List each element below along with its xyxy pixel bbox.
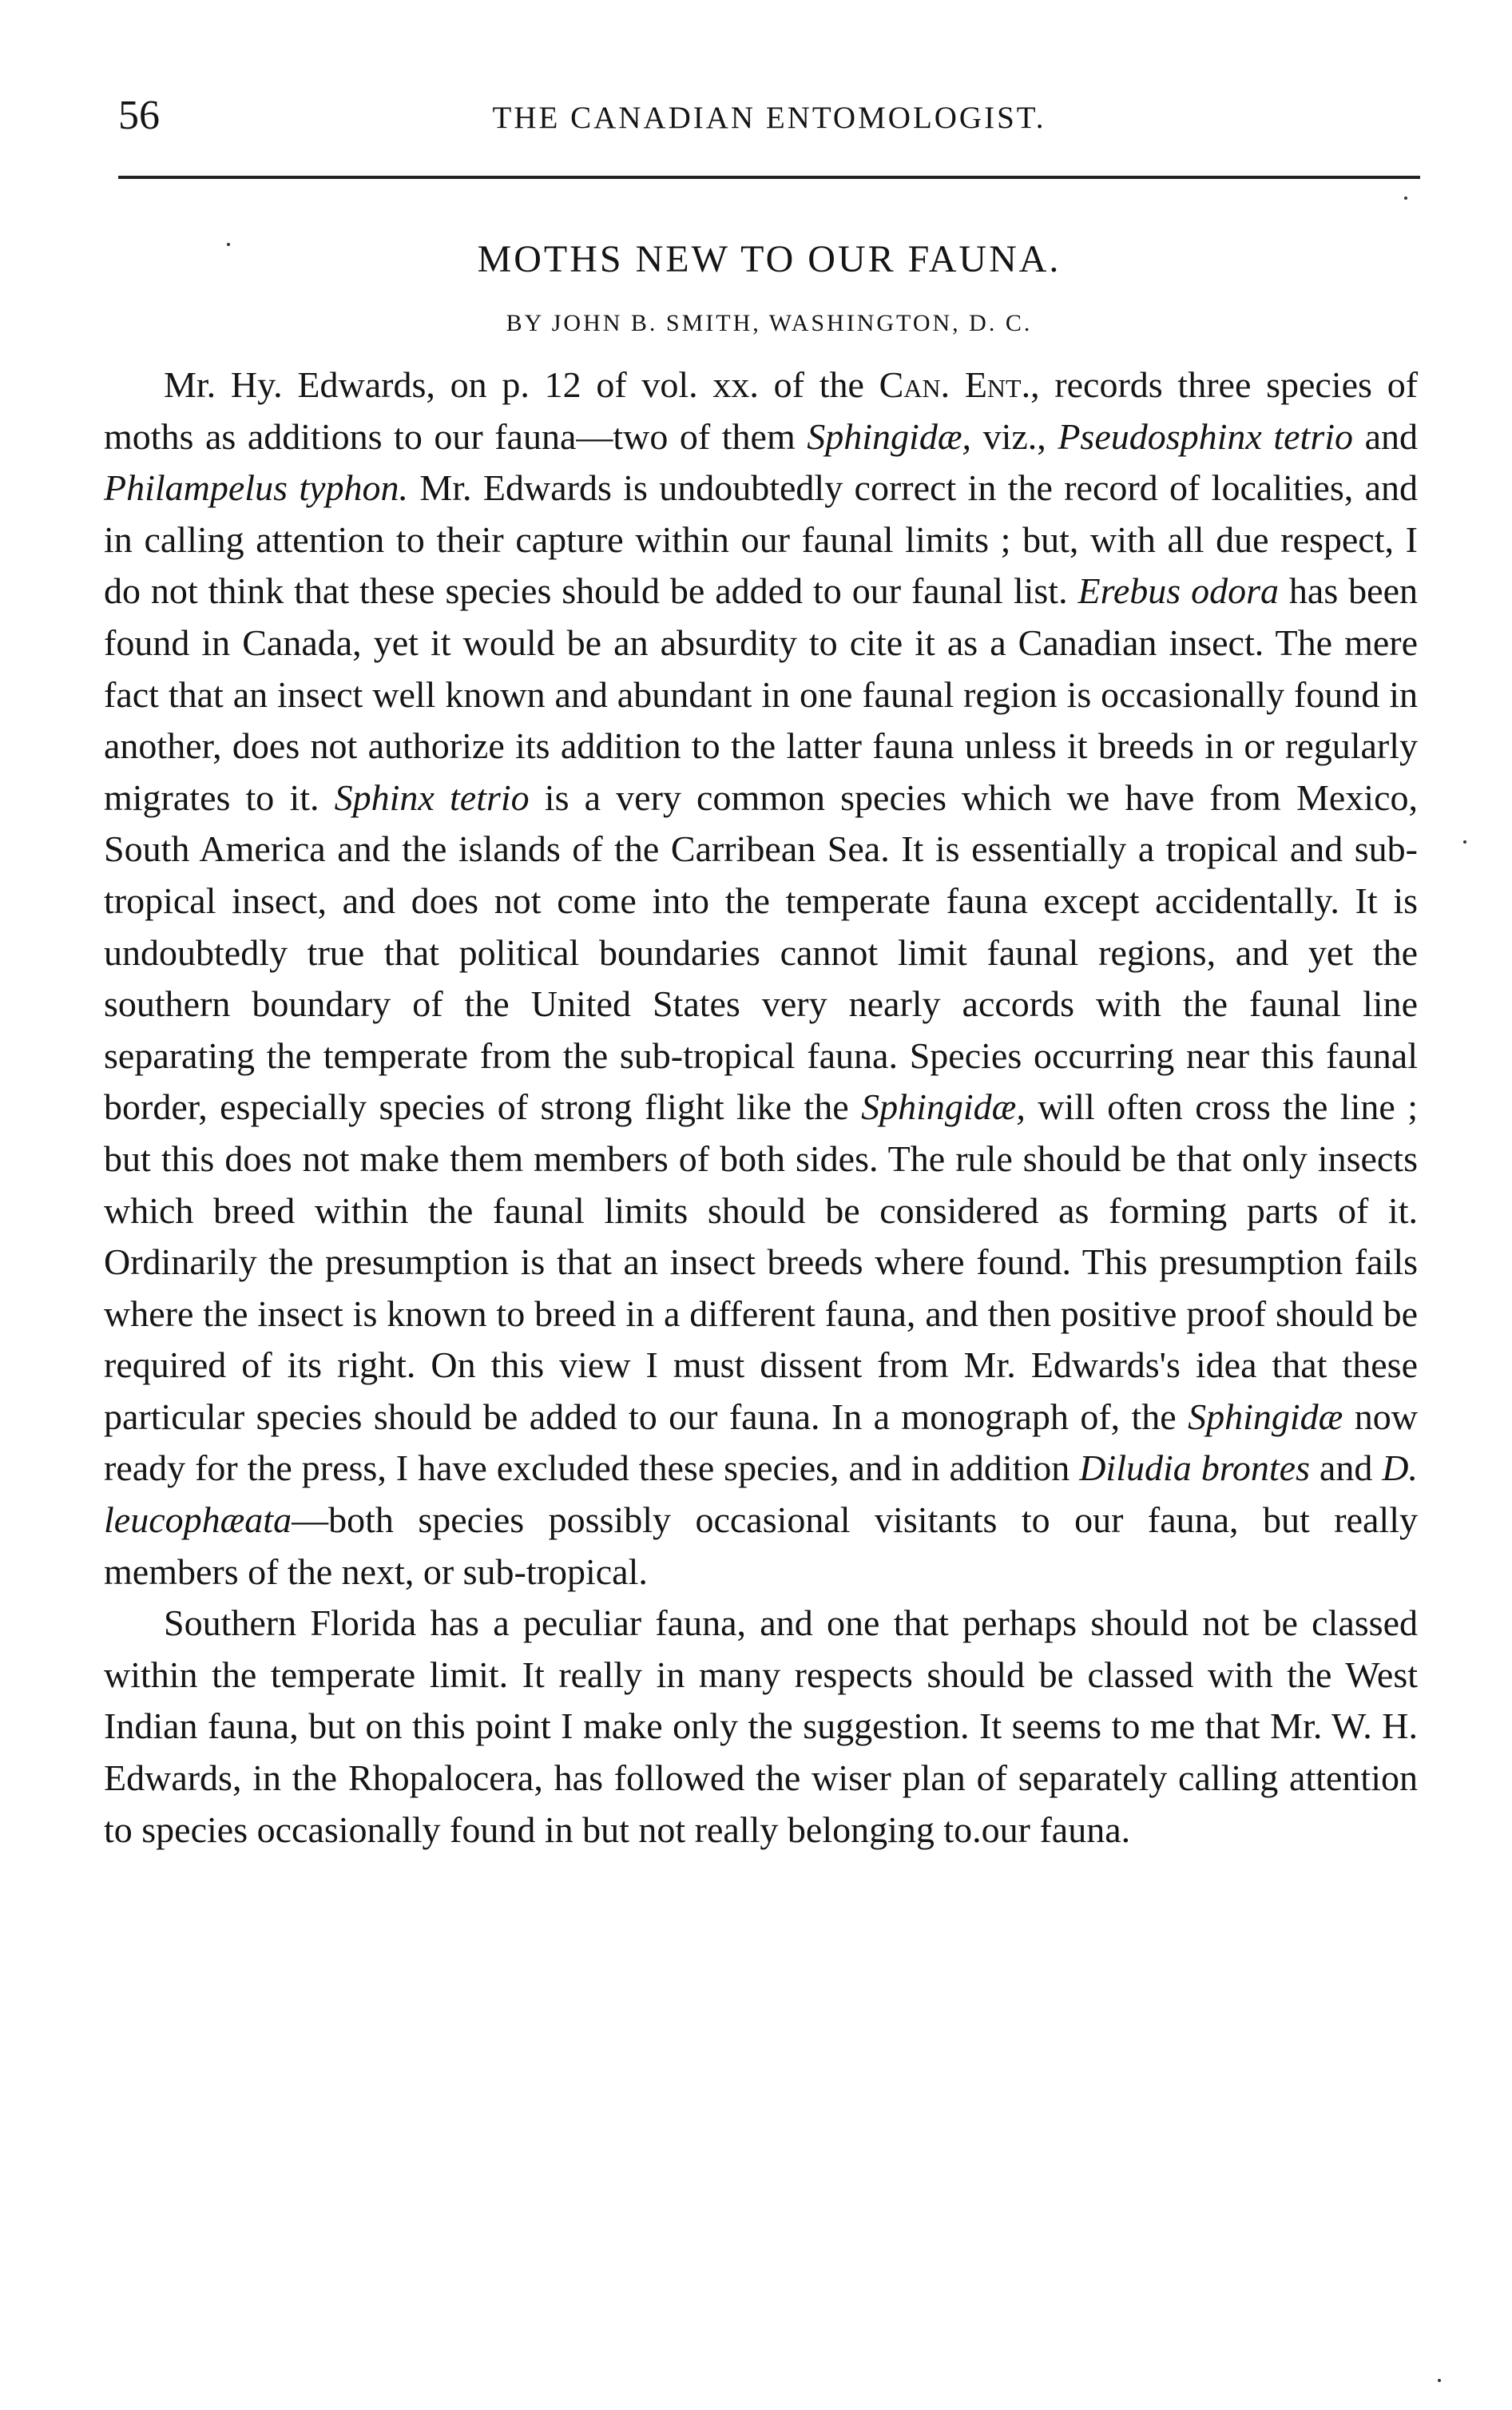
taxon-name: Sphingidæ	[1188, 1396, 1343, 1437]
print-speck	[1463, 840, 1466, 844]
article-title: MOTHS NEW TO OUR FAUNA.	[477, 238, 1062, 280]
print-speck	[227, 243, 230, 246]
text-run: viz.,	[971, 415, 1058, 457]
article-body	[104, 359, 1418, 1856]
taxon-name: Philampelus typhon.	[104, 467, 409, 509]
article-byline: BY JOHN B. SMITH, WASHINGTON, D. C.	[506, 310, 1033, 336]
page-number: 56	[118, 93, 160, 138]
text-run: Mr. Edwards is undoubtedly correct in the record of localities, and in calling attention to their capture within our faunal limits ; but, with all due respect, I do not think that these species should be added to our faunal list.	[104, 467, 1418, 612]
paragraph-1	[104, 359, 1418, 1598]
journal-abbreviation: Can. Ent.	[879, 364, 1031, 405]
running-head: THE CANADIAN ENTOMOLOGIST.	[492, 101, 1046, 135]
text-run: and	[1353, 415, 1418, 457]
text-run: has been found in Canada, yet it would be an absurdity to cite it as a Canadian insect. The mere fact that an insect well known and abundant in one faunal region is occasionally found in another, does not authorize its addition to the latter fauna unless it breeds in or regularly migrates to it.	[104, 570, 1419, 818]
text-run: will often cross the line ; but this does not make them members of both sides. The rule should be that only insects which breed within the faunal limits should be considered as forming parts of it. Ordinarily the presumption is that an insect breeds where found. This presumption fails where the insect is known to breed in a different fauna, and then positive proof should be required of its right. On this view I must dissent from Mr. Edwards's idea that these particular species should be added to our fauna. In a monograph of, the	[104, 1086, 1418, 1437]
text-run: , records three species of moths as additions to our fauna—two of them	[104, 364, 1419, 457]
taxon-name: Erebus odora	[1077, 570, 1279, 612]
paragraph-2: Southern Florida has a peculiar fauna, and one that perhaps should not be classed within the temperate limit. It really in many respects should be classed with the West Indian fauna, but on this point I make only the suggestion. It seems to me that Mr. W. H. Edwards, in the Rhopalocera, has followed the wiser plan of separately calling attention to species occasionally found in but not really belonging to.our fauna.	[104, 1602, 1418, 1850]
taxon-name: D. leucophæata	[104, 1447, 1419, 1541]
print-speck	[1438, 2379, 1441, 2382]
taxon-name: Sphinx tetrio	[334, 776, 530, 818]
text-run: is a very common species which we have from Mexico, South America and the islands of the Carribean Sea. It is essentially a tropical and sub-tropical insect, and does not come into the temperate fauna except accidentally. It is undoubtedly true that political boundaries cannot limit faunal regions, and yet the southern boundary of the United States very nearly accords with the faunal line separating the temperate from the sub-tropical fauna. Species occurring near this faunal border, especially species of strong flight like the	[104, 776, 1418, 1128]
text-run: Mr. Hy. Edwards, on p. 12 of vol. xx. of the	[164, 364, 879, 405]
taxon-name: Sphingidæ,	[861, 1086, 1026, 1128]
text-run: —both species possibly occasional visitants to our fauna, but really members of the next, or sub-tropical.	[104, 1499, 1418, 1592]
page-header	[118, 88, 1420, 152]
taxon-name: Diludia brontes	[1079, 1447, 1310, 1489]
text-run: now ready for the press, I have excluded these species, and in addition	[104, 1396, 1418, 1489]
text-run: and	[1310, 1447, 1383, 1489]
header-rule	[118, 176, 1420, 179]
taxon-name: Sphingidæ,	[807, 415, 972, 457]
taxon-name: Pseudosphinx tetrio	[1058, 415, 1354, 457]
print-speck	[1404, 197, 1407, 200]
